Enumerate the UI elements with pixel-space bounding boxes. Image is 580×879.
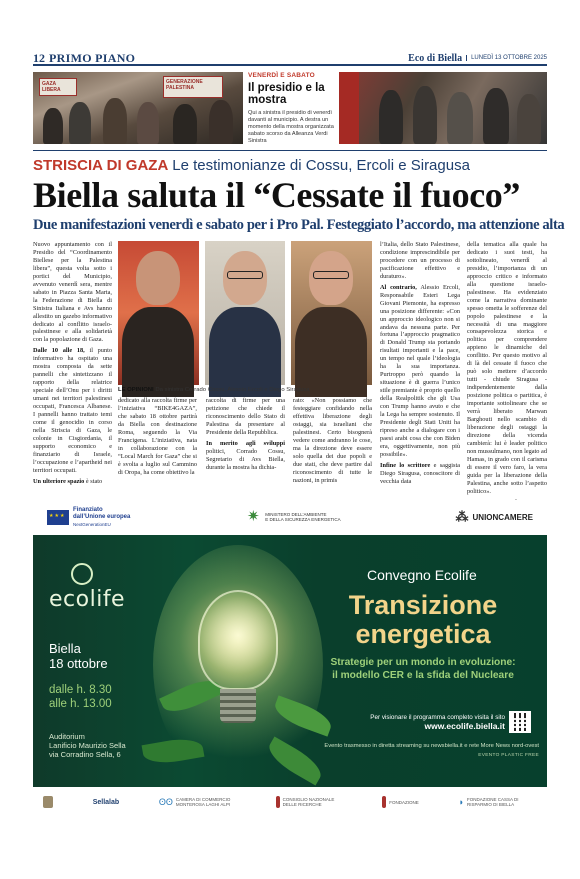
program-link[interactable]: www.ecolife.biella.it (424, 721, 505, 731)
photo-caption (248, 72, 336, 144)
section-name: PRIMO PIANO (49, 50, 136, 65)
article-subhead: Due manifestazioni venerdì e sabato per i Pro Pal. Festeggiato l’accordo, ma attenzione alta (33, 217, 565, 233)
person-figure (69, 102, 91, 144)
event-hours: dalle h. 8.30 alle h. 13.00 (49, 684, 112, 710)
unioncamere-logo: ⁂ UNIONCAMERE (455, 509, 533, 524)
page-number: 12 (33, 50, 45, 65)
sponsor-bar (33, 788, 547, 816)
article-column-4 (293, 397, 372, 497)
person-figure (517, 94, 541, 144)
paragraph-lead: Infine lo scrittore (380, 461, 431, 469)
lightbulb-icon (198, 590, 278, 690)
caption-label: LE OPINIONI (118, 387, 154, 393)
paragraph: Dalle 10 alle 18, il punto informativo ha ospitato una mostra composta da sette pannelli che sintetizzano il rapporto della relatrice speciale dell’Onu per i diritti umani nei territori palestinesi occupati, Francesca Albanese. I pannelli hanno trattato temi come il genocidio in corso nella Striscia di Gaza, le colonie in Cisgiordania, il supporto economico e finanziario di Israele, l’occupazione e l’apartheid nei territori occupati. (33, 347, 113, 474)
network-icon: ⁂ (455, 509, 469, 524)
issue-date: LUNEDÌ 13 OTTOBRE 2025 (466, 55, 547, 61)
caption-title: Il presidio e la mostra (248, 82, 325, 106)
paragraph: dedicato alla raccolta firme per l’iniziativa “BIKE4GAZA”, che sabato 18 ottobre partirà da Biella con destinazione Roma, seguendo la Via Francigena. L’iniziativa, nata in collaborazione con la “Local March for Gaza” che si è svolta a luglio sul Cammino di Oropa, ha come obiettivo la (118, 397, 197, 476)
paragraph: Infine lo scrittore e saggista Diego Siragusa, conoscitore di vecchia data (380, 461, 460, 485)
person-figure (483, 88, 509, 144)
paragraph-lead: Al contrario, (380, 283, 417, 291)
paragraph-lead: Dalle 10 alle 18, (33, 347, 85, 355)
paragraph-lead: In merito agli sviluppi (206, 439, 285, 447)
flag (339, 72, 359, 144)
star-icon: ✷ (247, 508, 260, 525)
paper-name: Eco di Biella (408, 52, 463, 64)
person-figure (103, 98, 127, 144)
person-figure (137, 102, 159, 144)
person-figure (173, 104, 197, 144)
cdc-icon: ʘʘ (158, 796, 173, 807)
ecolife-mark-icon (71, 563, 93, 585)
paragraph: della tematica alla quale ha dedicato i suoi testi, ha sottolineato, venerdì al presidio, l’importanza di un approccio critico e informato alla questione israelo-palestinese. Ha evidenziato come la narrativa dominante spesso ometta le sofferenze del popolo palestinese e la necessità di una maggiore consapevolezza storica e politica per comprendere appieno le dinamiche del conflitto. Per questo motivo al di là del cessate il fuoco che può solo mettere d’accordo tutti - chiude Siragusa - indipendentemente dalla posizione politica o partitica, è importante sottolineare che se verrà liberato Marwan Barghouti nello scambio di liberazione degli ostaggi la direzione della vicenda cambierà: lui è leader politico non mussulmano, non legato ad Hamas, in grado con il carisma di essere il vero faro, la vera guida per la liberazione della Palestina, anche sotto l’aspetto politico». (467, 241, 547, 495)
ministry-logo: ✷ MINISTERO DELL’AMBIENTE E DELLA SICUREZZA ENERGETICA (247, 508, 341, 525)
ecolife-advertisement[interactable] (33, 535, 547, 787)
paragraph: Un ulteriore spazio è stato (33, 477, 103, 485)
sponsor-logo: ◗ FONDAZIONE CASSA DI RISPARMIO DI BIELLA (458, 796, 519, 807)
paragraph-lead: Un ulteriore spazio (33, 477, 85, 485)
portrait-gallery (118, 241, 372, 385)
ad-logo-bar (33, 500, 547, 534)
sponsor-logo: ʘʘ CAMERA DI COMMERCIO MONTEROSA LAGHI ALPI (158, 796, 231, 807)
protest-banner: GENERAZIONE PALESTINA (163, 76, 223, 98)
person-figure (379, 90, 403, 144)
article-column-3 (206, 397, 285, 497)
person-figure (447, 92, 473, 144)
article-column-2 (118, 397, 197, 497)
presidio-photo (33, 72, 243, 144)
article-headline: Biella saluta il “Cessate il fuoco” (33, 175, 520, 215)
portrait-caption: LE OPINIONI Da sinistra Corrado Cossu, Alessio Ercoli e Diego Siragusa (118, 387, 310, 393)
article-column-1 (33, 241, 112, 497)
article-column-5 (380, 241, 460, 497)
portrait-ercoli (205, 241, 286, 385)
ad-strategy: Strategie per un mondo in evoluzione: il modello CER e la sfida del Nucleare (330, 657, 516, 681)
ad-title: Transizione energetica (348, 590, 498, 649)
paragraph: rato: «Non possiamo che festeggiare confidando nella effettiva liberazione degli ostaggi, sia israeliani che palestinesi. Certo bisognerà vedere come andranno le cose, ma la direzione deve essere solo quella dei due popoli e due stati, che deve partire dal riconoscimento di tutte le nazioni, in primis (293, 397, 372, 484)
tag-subtitle: Le testimonianze di Cossu, Ercoli e Siragusa (172, 157, 470, 174)
ecolife-logo: ecolife (49, 563, 125, 612)
wave-icon: ◗ (458, 796, 464, 807)
page-header (33, 52, 547, 66)
sponsor-logo: CONSIGLIO NAZIONALE DELLE RICERCHE (276, 796, 343, 808)
caption-text: Qui a sinistra il presidio di venerdì davanti al municipio. A destra un momento della mostra organizzata sabato scorso da Alleanza Verdi Sinistra (248, 110, 334, 144)
paragraph: In merito agli sviluppi politici, Corrado Cossu, Segretario di Avs Biella, durante la mostra ha dichia- (206, 439, 285, 471)
crest-icon (43, 796, 53, 808)
person-figure (209, 100, 233, 144)
paragraph: Al contrario, Alessio Ercoli, Responsabile Esteri Lega Giovani Piemonte, ha espresso una posizione differente: «Con un approccio ideologico non si andava da nessuna parte. Per fortuna l’approccio pragmatico di Donald Trump sta portando risultati importanti e la pace, un tempo nel quale l’ideologia ha la sua importanza. Purtroppo però quando la situazione è di guerra l’unico stile premiante è proprio quello della Realpolitik che gli Usa con Trump hanno avuto e che la Lega ha sempre sostenuto. Il Presidente degli Stati Uniti ha ripreso anche a dialogare con i paesi arabi cosa che con Biden era, oggettivamente, non più possibile». (380, 283, 460, 458)
program-info: Per visionare il programma completo visita il sito www.ecolife.biella.it (325, 713, 505, 731)
protest-banner: GAZA LIBERA (39, 78, 77, 96)
paragraph: raccolta di firme per una petizione che chiede il riconoscimento dello Stato di Palestina da presentare al Presidente della Repubblica. (206, 397, 285, 436)
tag-topic: STRISCIA DI GAZA (33, 157, 169, 174)
article-column-6 (467, 241, 547, 497)
article-tag (33, 157, 470, 174)
portrait-cossu (118, 241, 199, 385)
event-location-date: Biella 18 ottobre (49, 641, 108, 671)
person-figure (43, 108, 63, 144)
sponsor-logo: FONDAZIONE (382, 796, 419, 808)
stream-info: Evento trasmesso in diretta streaming su newsbiella.it e rete More News nord-ovest (324, 743, 539, 749)
divider (33, 150, 547, 151)
paragraph: Nuovo appuntamento con il Presidio del “Coordinamento Biellese per la Palestina libera”, questa volta sotto i portici del Municipio, avvenuto venerdì sera, mentre sabato in Piazza Santa Marta, la Federazione di Biella di Sinistra Italiana e Avs hanno allestito un gazebo informativo dedicato al conflitto israelo-palestinese e alla solidarietà con la popolazione di Gaza. (33, 241, 112, 344)
sponsor-logo (43, 796, 53, 808)
plastic-free-note: EVENTO PLASTIC FREE (478, 753, 539, 758)
sponsor-logo: Sellalab (92, 798, 120, 806)
eu-logo: ★★★ Finanziato dall’Unione europea NextGenerationEU (47, 507, 130, 528)
person-figure (413, 86, 437, 144)
paragraph: l’Italia, dello Stato Palestinese, condizione imprescindibile per procedere con un processo di pacificazione effettivo e duraturo». (380, 241, 460, 280)
portrait-siragusa (291, 241, 372, 385)
convegno-label: Convegno Ecolife (367, 567, 477, 583)
event-venue: Auditorium Lanificio Maurizio Sella via Corradino Sella, 6 (49, 732, 126, 759)
caption-kicker: VENERDÌ E SABATO (248, 72, 315, 79)
eu-flag-icon (47, 510, 69, 525)
mostra-photo (339, 72, 547, 144)
bulb-base (220, 689, 256, 723)
qr-code-icon[interactable] (509, 711, 531, 733)
